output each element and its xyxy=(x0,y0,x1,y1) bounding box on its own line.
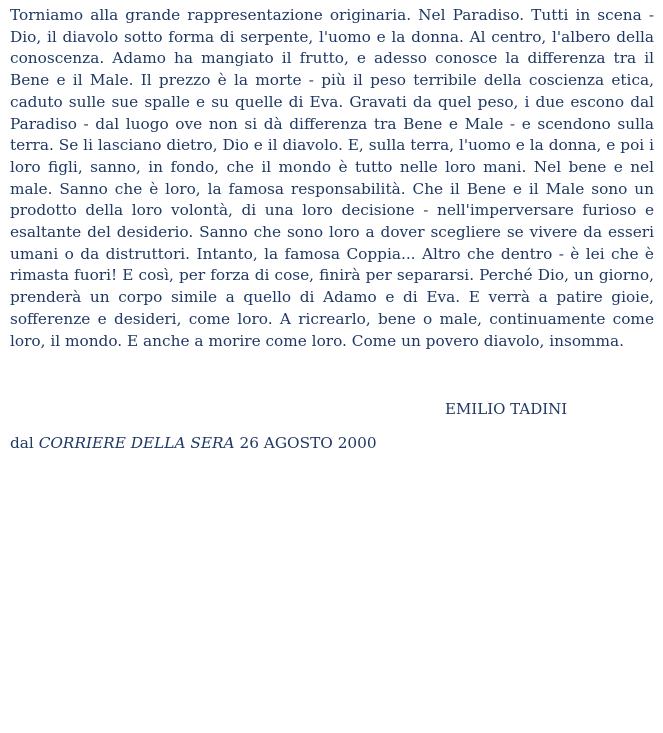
source-prefix: dal xyxy=(10,434,34,452)
article-body: Torniamo alla grande rappresentazione originaria. Nel Paradiso. Tutti in scena - Dio, il diavolo sotto forma di serpente, l'uomo e la donna. Al centro, l'albero della conoscenza. Adamo ha mangiato il frutto, e adesso conosce la differenza tra il Bene e il Male. Il prezzo è la morte - più il peso terribile della coscienza etica, caduto sulle sue spalle e su quelle di Eva. Gravati da quel peso, i due escono dal Paradiso - dal luogo ove non si dà differenza tra Bene e Male - e scendono sulla terra. Se li lasciano dietro, Dio e il diavolo. E, sulla terra, l'uomo e la donna, e poi i loro figli, sanno, in fondo, che il mondo è tutto nelle loro mani. Nel bene e nel male. Sanno che è loro, la famosa responsabilità. Che il Bene e il Male sono un prodotto della loro volontà, di una loro decisione - nell'imperversare furioso e esaltante del desiderio. Sanno che sono loro a dover scegliere se vivere da esseri umani o da distruttori. Intanto, la famosa Coppia... Altro che dentro - è lei che è rimasta fuori! E così, per forza di cose, finirà per separarsi. Perché Dio, un giorno, prenderà un corpo simile a quello di Adamo e di Eva. E verrà a patire gioie, sofferenze e desideri, come loro. A ricrearlo, bene o male, continuamente come loro, il mondo. E anche a morire come loro. Come un povero diavolo, insomma. xyxy=(10,6,654,350)
source-line xyxy=(10,433,377,454)
source-date: 26 AGOSTO 2000 xyxy=(239,434,377,452)
source-publication: CORRIERE DELLA SERA xyxy=(38,434,235,452)
author-signature: EMILIO TADINI xyxy=(445,400,568,418)
